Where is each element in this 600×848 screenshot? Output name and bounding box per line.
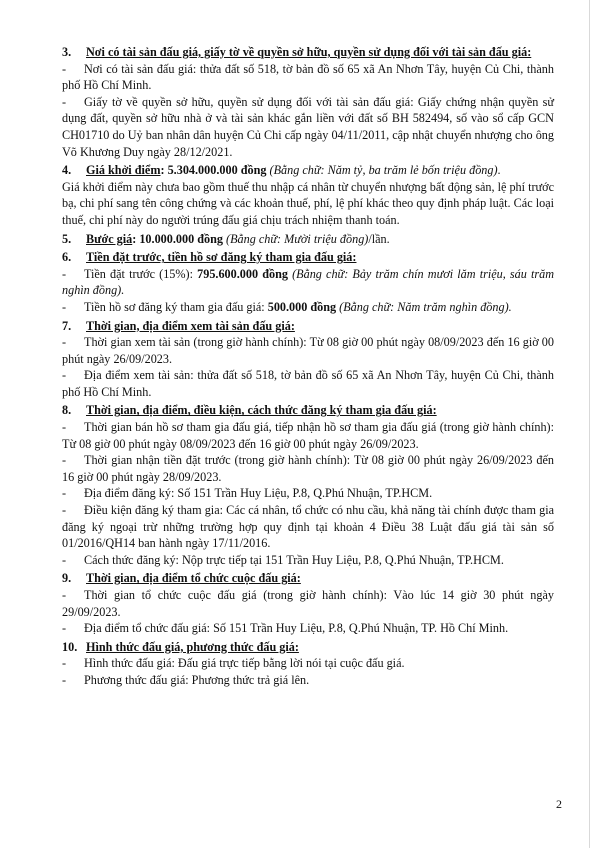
section-10-heading: 10. Hình thức đấu giá, phương thức đấu giá: — [62, 639, 299, 654]
section-8-title: Thời gian, địa điểm, điều kiện, cách thức đăng ký tham gia đấu giá: — [86, 403, 437, 418]
section-5-heading: 5. Bước giá: 10.000.000 đồng (Bằng chữ: Mười triệu đồng)/lần. — [62, 231, 390, 246]
s10-method: - Phương thức đấu giá: Phương thức trả giá lên. — [62, 672, 310, 687]
section-4-heading: 4. Giá khởi điểm: 5.304.000.000 đồng (Bằng chữ: Năm tỷ, ba trăm lẻ bốn triệu đồng). — [62, 163, 501, 178]
page-edge — [589, 0, 590, 848]
s7-place: - Địa điểm xem tài sản: thửa đất số 518, tờ bản đồ số 65 xã An Nhơn Tây, huyện Củ Chi, thành phố Hồ Chí Minh. — [62, 368, 554, 399]
s4-note: Giá khởi điểm này chưa bao gồm thuế thu nhập cá nhân từ chuyển nhượng bất động sản, lệ phí trước bạ, chi phí sang tên công chứng và các khoản thuế, phí, lệ phí khác theo quy định pháp luật. Các loại thuế, chi phí này do người trúng đấu giá chịu trách nhiệm thanh toán. — [62, 179, 554, 227]
section-5-title: Bước giá — [86, 231, 133, 246]
s9-time: - Thời gian tổ chức cuộc đấu giá (trong giờ hành chính): Vào lúc 14 giờ 30 phút ngày 29/09/2023. — [62, 588, 554, 619]
section-6-heading: 6. Tiền đặt trước, tiền hồ sơ đăng ký tham gia đấu giá: — [62, 250, 357, 265]
section-8-heading: 8. Thời gian, địa điểm, điều kiện, cách thức đăng ký tham gia đấu giá: — [62, 403, 437, 418]
section-3-heading: 3. Nơi có tài sản đấu giá, giấy tờ về quyền sở hữu, quyền sử dụng đối với tài sản đấu giá: — [62, 45, 532, 59]
document-page — [62, 42, 554, 689]
section-3-title: Nơi có tài sản đấu giá, giấy tờ về quyền sở hữu, quyền sử dụng đối với tài sản đấu giá: — [86, 45, 532, 59]
s6-fee: - Tiền hồ sơ đăng ký tham gia đấu giá: 500.000 đồng (Bằng chữ: Năm trăm nghìn đồng). — [62, 299, 512, 314]
s3-location: - Nơi có tài sản đấu giá: thửa đất số 518, tờ bản đồ số 65 xã An Nhơn Tây, huyện Củ Chi, thành phố Hồ Chí Minh. — [62, 61, 554, 93]
s7-time: - Thời gian xem tài sản (trong giờ hành chính): Từ 08 giờ 00 phút ngày 08/09/2023 đến 16 giờ 00 phút ngày 26/09/2023. — [62, 335, 554, 366]
section-9-heading: 9. Thời gian, địa điểm tổ chức cuộc đấu giá: — [62, 571, 301, 586]
s8-sale-time: - Thời gian bán hồ sơ tham gia đấu giá, tiếp nhận hồ sơ tham gia đấu giá (trong giờ hành chính): Từ 08 giờ 00 phút ngày 08/09/2023 đến 16 giờ 00 phút ngày 26/09/2023. — [62, 420, 554, 451]
s6-deposit: - Tiền đặt trước (15%): 795.600.000 đồng (Bằng chữ: Bảy trăm chín mươi lăm triệu, sáu trăm nghìn đồng). — [62, 266, 555, 298]
s9-place: - Địa điểm tổ chức đấu giá: Số 151 Trần Huy Liệu, P.8, Q.Phú Nhuận, TP. Hồ Chí Minh. — [62, 621, 509, 636]
s8-conditions: - Điều kiện đăng ký tham gia: Các cá nhân, tổ chức có nhu cầu, khả năng tài chính được tham gia đăng ký ngoại trừ những trường hợp quy định tại khoản 4 Điều 38 Luật đấu giá tài sản số 01/2016/QH14 ban hành ngày 17/11/2016. — [62, 503, 554, 551]
s8-method: - Cách thức đăng ký: Nộp trực tiếp tại 151 Trần Huy Liệu, P.8, Q.Phú Nhuận, TP.HCM. — [62, 552, 504, 567]
section-4-title: Giá khởi điểm — [86, 163, 161, 178]
s8-place: - Địa điểm đăng ký: Số 151 Trần Huy Liệu, P.8, Q.Phú Nhuận, TP.HCM. — [62, 486, 433, 501]
section-7-heading: 7. Thời gian, địa điểm xem tài sản đấu giá: — [62, 318, 295, 333]
s10-form: - Hình thức đấu giá: Đấu giá trực tiếp bằng lời nói tại cuộc đấu giá. — [62, 656, 405, 671]
section-10-title: Hình thức đấu giá, phương thức đấu giá: — [86, 639, 299, 654]
s8-deposit-time: - Thời gian nhận tiền đặt trước (trong giờ hành chính): Từ 08 giờ 00 phút ngày 26/09/2023 đến 16 giờ 00 phút ngày 28/09/2023. — [62, 453, 554, 484]
section-6-title: Tiền đặt trước, tiền hồ sơ đăng ký tham gia đấu giá: — [86, 250, 357, 265]
section-7-title: Thời gian, địa điểm xem tài sản đấu giá: — [86, 318, 295, 333]
s3-documents: - Giấy tờ về quyền sở hữu, quyền sử dụng đối với tài sản đấu giá: Giấy chứng nhận quyền sử dụng đất, quyền sở hữu nhà ở và tài sản khác gắn liền với đất số BH 582494, số vào sổ cấp GCN CH01710 do Uỷ ban nhân dân huyện Củ Chi cấp ngày 04/11/2011, cập nhật chuyển nhượng cho ông Võ Khương Duy ngày 28/12/2021. — [62, 94, 554, 159]
page-number: 2 — [556, 797, 562, 811]
section-9-title: Thời gian, địa điểm tổ chức cuộc đấu giá: — [86, 571, 301, 586]
